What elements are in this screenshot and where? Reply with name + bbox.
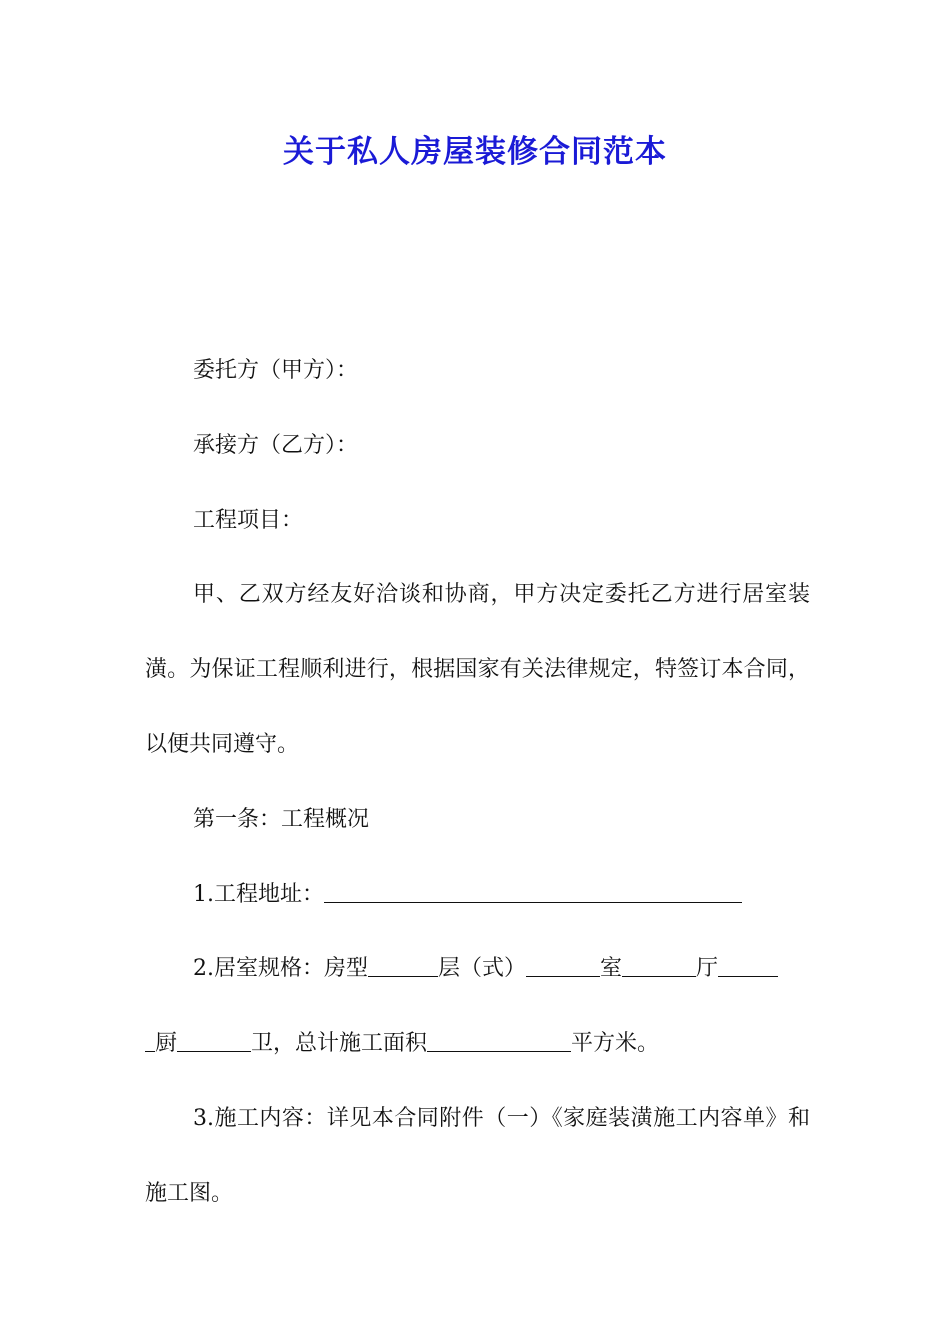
item1-address [145,858,810,933]
item2-room-spec-line2 [145,1007,810,1082]
document-body [145,334,810,1232]
hall-blank-cont [145,1031,155,1052]
item1-label: 1.工程地址： [193,881,324,907]
project-label: 工程项目： [193,507,304,533]
item2-kitchen: 厨 [155,1031,178,1057]
area-blank [427,1031,571,1052]
item2-hall: 厅 [696,956,719,982]
hall-blank [718,956,778,977]
address-blank [324,882,742,903]
floor-blank [526,956,600,977]
client-label: 委托方（甲方）： [193,358,359,383]
article1-heading: 第一条：工程概况 [193,806,370,832]
item2-bath: 卫，总计施工面积 [251,1031,428,1057]
room-type-blank [368,956,438,977]
kitchen-blank [177,1031,251,1052]
item2-room: 室 [600,956,623,982]
item2-room-spec-line1 [145,932,810,1007]
item2-unit: 平方米。 [571,1031,660,1057]
room-blank [622,956,696,977]
document-title: 关于私人房屋装修合同范本 [283,134,667,170]
item3-content: 3.施工内容：详见本合同附件（一）《家庭装潢施工内容单》和施工图。 [145,1105,810,1206]
item2-label: 2.居室规格：房型 [193,956,368,982]
item2-floor: 层（式） [438,956,527,982]
contractor-label: 承接方（乙方）： [193,432,359,458]
intro-paragraph: 甲、乙双方经友好洽谈和协商，甲方决定委托乙方进行居室装潢。为保证工程顺利进行，根据国家有关法律规定，特签订本合同，以便共同遵守。 [145,582,810,757]
